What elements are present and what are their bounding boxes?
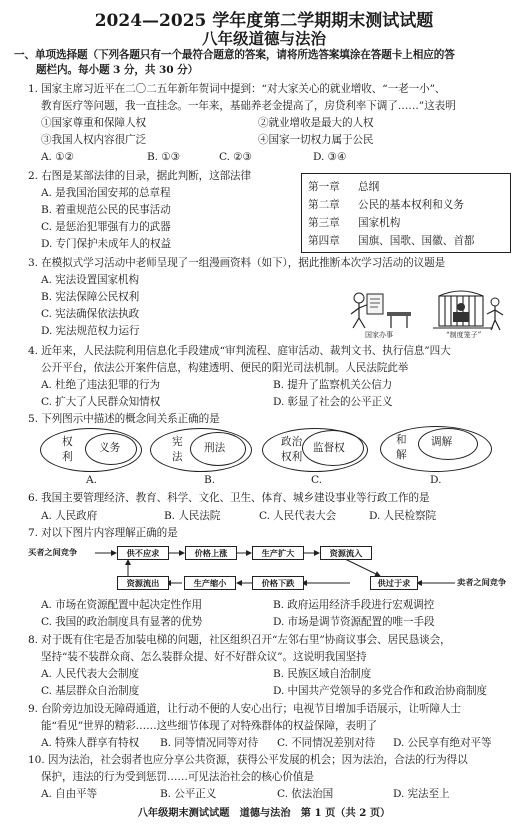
- flow-box: 价格上涨: [185, 546, 237, 560]
- q3-option-c: C. 宪法确保依法执政: [41, 308, 140, 320]
- diagram-b-outer-label: 法: [172, 451, 183, 463]
- q4-option-d: D. 彰显了社会的公平正义: [273, 396, 393, 408]
- chapter-name: 国家机构: [358, 217, 401, 229]
- q9-option-b: B. 同等情况同等对待: [160, 737, 259, 749]
- q7-option-a: A. 市场在资源配置中起决定性作用: [41, 599, 202, 611]
- q10-option-d: D. 宪法至上: [393, 788, 450, 800]
- q2-option-b: B. 着重规范公民的民事活动: [41, 204, 171, 216]
- diagram-c-label: C.: [311, 474, 323, 486]
- q4-stem: 4. 近年来，人民法院利用信息化手段建成“审判流程、庭审活动、裁判文书、执行信息”四大: [28, 345, 451, 357]
- diagram-b-label: B.: [204, 474, 216, 486]
- q7-stem: 7. 对以下图片内容理解正确的是: [28, 527, 178, 539]
- flow-box: 供过于求: [370, 576, 418, 590]
- q6-option-b: B. 人民法院: [164, 510, 221, 522]
- q1-stem: 1. 国家主席习近平在二〇二五年新年贺词中提到：“对大家关心的就业增收、“一老一小”、: [28, 83, 446, 95]
- chapter-number: 第一章: [308, 181, 340, 193]
- diagram-a-outer-label: 利: [62, 451, 73, 463]
- q3-option-d: D. 宪法规范权力运行: [41, 325, 140, 337]
- q2-contents-table: [301, 173, 511, 253]
- q10-option-b: B. 公平正义: [160, 788, 217, 800]
- q1-option-b: B. ①③: [147, 151, 181, 163]
- q1-statement-3: ③我国人权内容很广泛: [41, 134, 146, 146]
- q9-stem-cont: 能“看见”世界的精彩……这些细节体现了对特殊群体的权益保障，表明了: [41, 720, 377, 732]
- diagram-a-inner-label: 义务: [99, 442, 121, 454]
- flow-buyers-competition: 买者之间竞争: [28, 547, 78, 557]
- q9-option-d: D. 公民享有绝对平等: [393, 737, 492, 749]
- q10-stem-cont: 保护，违法的行为受到惩罚……可见法治社会的核心价值是: [41, 771, 314, 783]
- q8-stem: 8. 对于既有住宅是否加装电梯的问题，社区组织召开“左邻右里”协商议事会、居民恳谈会，: [28, 634, 451, 646]
- chapter-name: 总纲: [358, 181, 380, 193]
- q9-stem: 9. 台阶旁边加设无障碍通道，让行动不便的人安心出行；电视节目增加手语展示，让听障人士: [28, 703, 461, 715]
- q3-option-b: B. 宪法保障公民权利: [41, 291, 140, 303]
- q6-option-d: D. 人民检察院: [369, 510, 437, 522]
- q4-stem-cont: 公开平台，依法公开案件信息，构建透明、便民的阳光司法机制。人民法院此举: [41, 362, 409, 374]
- q9-option-c: C. 不同情况差别对待: [277, 737, 376, 749]
- chapter-number: 第三章: [308, 217, 340, 229]
- q8-option-d: D. 中国共产党领导的多党合作和政治协商制度: [273, 685, 487, 697]
- flow-box: 价格下跌: [252, 576, 304, 590]
- cartoon-illustration: [343, 288, 513, 336]
- diagram-d-outer-label: 和: [396, 434, 407, 446]
- chapter-row: [308, 233, 475, 248]
- chapter-name: 国旗、国歌、国徽、首都: [358, 235, 475, 247]
- exam-subtitle: 八年级道德与法治: [201, 29, 326, 48]
- chapter-number: 第二章: [308, 199, 340, 211]
- page-footer: 八年级期末测试试题 道德与法治 第 1 页（共 2 页）: [137, 807, 391, 819]
- q8-option-c: C. 基层群众自治制度: [41, 685, 140, 697]
- chapter-row: [308, 215, 400, 230]
- chapter-row: [308, 197, 464, 212]
- q10-stem: 10. 因为法治，社会弱者也应分享公共资源，获得公平发展的机会；因为法治，合法的行为得以: [28, 754, 468, 766]
- q7-option-b: B. 政府运用经济手段进行宏观调控: [273, 599, 435, 611]
- diagram-c-outer-label: 权利: [281, 451, 303, 463]
- diagram-a-label: A.: [86, 474, 98, 486]
- q3-cartoon: [343, 288, 513, 339]
- q5-stem: 5. 下列图示中描述的概念间关系正确的是: [28, 413, 220, 425]
- q1-option-a: A. ①②: [41, 151, 74, 163]
- cartoon-caption-left: 国家办事: [365, 331, 393, 339]
- q4-option-a: A. 杜绝了违法犯罪的行为: [41, 379, 161, 391]
- diagram-b-inner-label: 刑法: [204, 442, 226, 454]
- q1-stem-cont: 教育医疗等问题，我一直挂念。一年来，基础养老金提高了，房贷利率下调了……”这表明: [41, 100, 456, 112]
- section-heading-cont: 题栏内。每小题 3 分，共 30 分）: [36, 64, 199, 76]
- q2-option-a: A. 是我国治国安邦的总章程: [41, 187, 171, 199]
- q1-statement-2: ②就业增收是最大的人权: [258, 117, 374, 129]
- diagram-d-inner-label: 调解: [431, 436, 453, 448]
- q7-option-d: D. 市场是调节资源配置的唯一手段: [273, 616, 435, 628]
- chapter-name: 公民的基本权利和义务: [358, 199, 464, 211]
- q1-statement-1: ①国家尊重和保障人权: [41, 117, 146, 129]
- flow-box: 供不应求: [117, 546, 169, 560]
- q3-stem: 3. 在模拟式学习活动中老师呈现了一组漫画资料（如下），据此推断本次学习活动的议题是: [28, 257, 446, 269]
- q8-option-b: B. 民族区域自治制度: [273, 668, 372, 680]
- diagram-a-outer-label: 权: [62, 436, 73, 448]
- q1-option-d: D. ③④: [313, 151, 347, 163]
- q6-option-c: C. 人民代表大会: [259, 510, 337, 522]
- flow-box: 资源流入: [320, 546, 372, 560]
- q4-option-c: C. 扩大了人民群众知情权: [41, 396, 161, 408]
- section-heading: 一、单项选择题（下列各题只有一个最符合题意的答案，请将所选答案填涂在答题卡上相应的答: [14, 49, 455, 61]
- exam-title: 2024—2025 学年度第二学期期末测试试题: [94, 11, 434, 31]
- q3-option-a: A. 宪法设置国家机构: [41, 274, 140, 286]
- q8-option-a: A. 人民代表大会制度: [41, 668, 140, 680]
- q2-option-c: C. 是惩治犯罪强有力的武器: [41, 221, 171, 233]
- q6-stem: 6. 我国主要管理经济、教育、科学、文化、卫生、体育、城乡建设事业等行政工作的是: [28, 492, 430, 504]
- q2-stem: 2. 右图是某部法律的目录，据此判断，这部法律: [28, 170, 252, 182]
- q4-option-b: B. 提升了监察机关公信力: [273, 379, 393, 391]
- diagram-c-outer-label: 政治: [281, 436, 303, 448]
- flow-sellers-competition: 卖者之间竞争: [457, 577, 507, 587]
- diagram-d-outer-label: 解: [396, 449, 407, 461]
- q1-option-c: C. ②③: [219, 151, 252, 163]
- flow-box: 资源流出: [117, 576, 169, 590]
- q1-statement-4: ④国家一切权力属于公民: [258, 134, 374, 146]
- q7-option-c: C. 我国的政治制度具有显著的优势: [41, 616, 203, 628]
- q10-option-a: A. 自由平等: [41, 788, 98, 800]
- diagram-c-inner-label: 监督权: [313, 442, 345, 454]
- flow-box: 生产扩大: [252, 546, 304, 560]
- q6-option-a: A. 人民政府: [41, 510, 98, 522]
- q10-option-c: C. 依法治国: [277, 788, 334, 800]
- chapter-row: [308, 179, 379, 194]
- flow-box: 生产缩小: [184, 576, 236, 590]
- chapter-number: 第四章: [308, 235, 340, 247]
- diagram-d-label: D.: [430, 474, 442, 486]
- q9-option-a: A. 特殊人群享有特权: [41, 737, 140, 749]
- diagram-b-outer-label: 宪: [172, 436, 183, 448]
- cartoon-caption-right: “制度笼子”: [446, 331, 482, 339]
- q8-stem-cont: 坚持“装不装群众商、怎么装群众提、好不好群众议”。这说明我国坚持: [41, 651, 367, 663]
- q2-option-d: D. 专门保护未成年人的权益: [41, 238, 171, 250]
